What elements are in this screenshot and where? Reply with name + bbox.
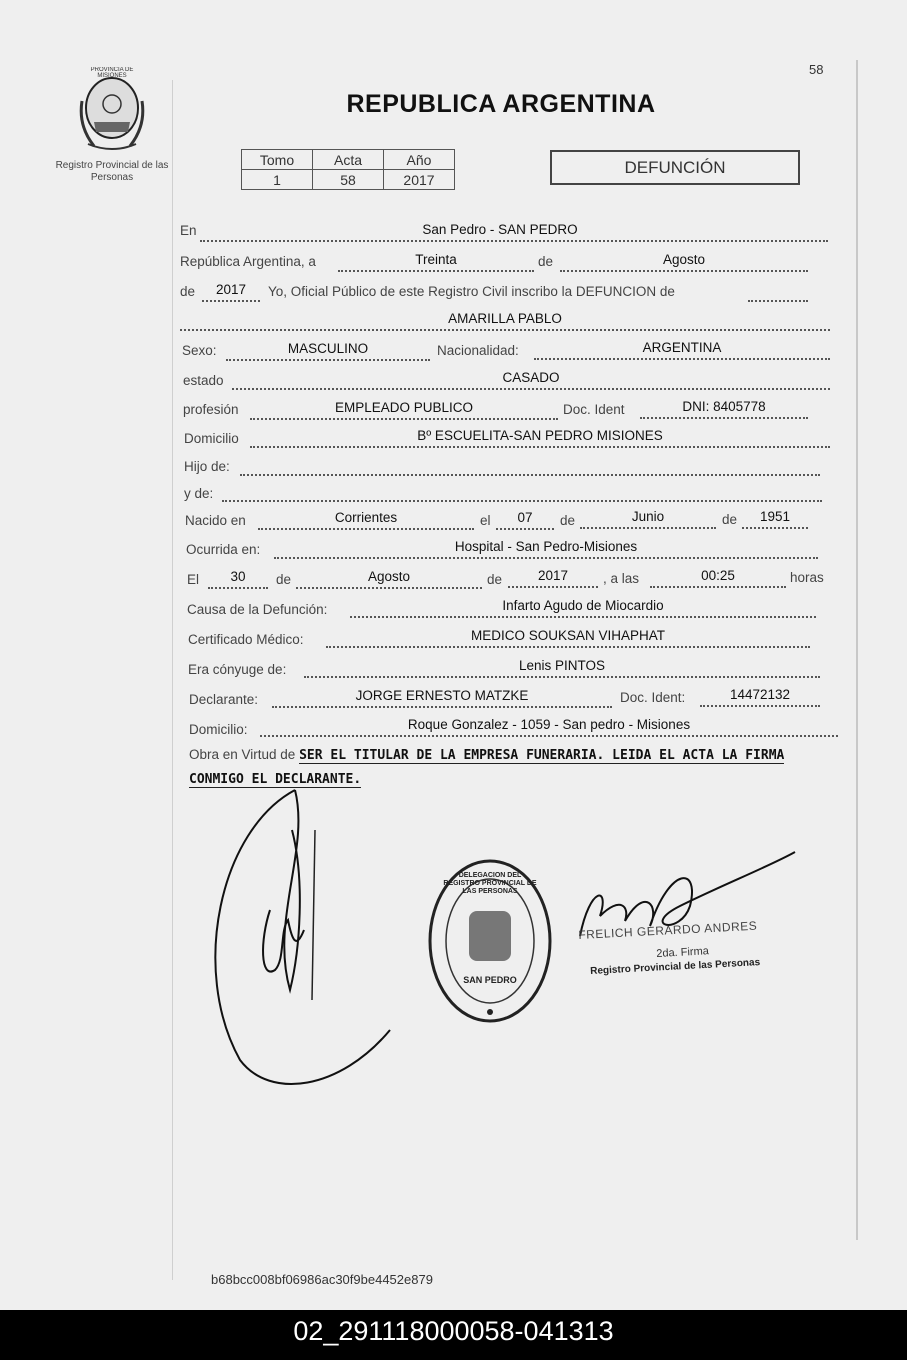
domicilio2-label: Domicilio: [189, 722, 248, 737]
de3-label: de [560, 513, 576, 528]
anio-header: Año [384, 150, 455, 170]
causa-label: Causa de la Defunción: [187, 602, 328, 617]
birthplace-value: Corrientes [334, 510, 398, 525]
dotted-line [232, 388, 830, 390]
record-type-box: DEFUNCIÓN [550, 150, 800, 185]
signer-org: Registro Provincial de las Personas [590, 957, 761, 977]
dotted-line [350, 616, 816, 618]
certificado-label: Certificado Médico: [188, 632, 304, 647]
dotted-line [304, 676, 820, 678]
stamp-text: DELEGACION DEL REGISTRO PROVINCIAL DE LAS PERSONAS [443, 872, 537, 895]
obra-value: SER EL TITULAR DE LA EMPRESA FUNERARIA. LEIDA EL ACTA LA FIRMA CONMIGO EL DECLARANTE. [189, 748, 785, 787]
place-value: San Pedro - SAN PEDRO [422, 222, 578, 237]
dotted-line [748, 300, 808, 302]
dotted-line [560, 270, 808, 272]
dotted-line [222, 500, 822, 502]
el2-label: El [187, 572, 200, 587]
acta-header: Acta [313, 150, 384, 170]
registry-label: Registro Provincial de las Personas [55, 160, 169, 183]
estado-value: CASADO [502, 370, 560, 385]
dotted-line [202, 300, 260, 302]
republica-label: República Argentina, a [180, 254, 316, 269]
yo-text: Yo, Oficial Público de este Registro Civil inscribo la DEFUNCION de [268, 284, 675, 299]
ocurrida-label: Ocurrida en: [186, 542, 261, 557]
deceased-name-value: AMARILLA PABLO [448, 311, 562, 326]
doc2-value: 14472132 [729, 687, 791, 702]
certificado-value: MEDICO SOUKSAN VIHAPHAT [470, 628, 666, 643]
nacionalidad-value: ARGENTINA [642, 340, 722, 355]
margin-line [172, 80, 173, 1280]
death-day-value: 30 [230, 569, 246, 584]
tomo-header: Tomo [242, 150, 313, 170]
de4-label: de [722, 512, 738, 527]
dotted-line [226, 359, 430, 361]
horas-label: horas [790, 570, 824, 585]
signer-role: 2da. Firma [656, 945, 710, 960]
ocurrida-value: Hospital - San Pedro-Misiones [454, 539, 638, 554]
dotted-line [640, 417, 808, 419]
en-label: En [180, 223, 197, 238]
death-year-value: 2017 [537, 568, 569, 583]
domicilio-value: Bº ESCUELITA-SAN PEDRO MISIONES [417, 428, 663, 443]
declarant-signature-icon [200, 770, 440, 1100]
de2-label: de [180, 284, 196, 299]
sexo-label: Sexo: [182, 343, 217, 358]
anio-value: 2017 [384, 170, 455, 190]
conyuge-label: Era cónyuge de: [188, 662, 287, 677]
doc2-label: Doc. Ident: [620, 690, 686, 705]
dotted-line [326, 646, 810, 648]
domicilio-label: Domicilio [184, 431, 239, 446]
dotted-line [742, 527, 808, 529]
dotted-line [580, 527, 716, 529]
dotted-line [534, 358, 830, 360]
right-edge-line [856, 60, 858, 1240]
de-label: de [538, 254, 554, 269]
dotted-line [700, 705, 820, 707]
document-hash: b68bcc008bf06986ac30f9be4452e879 [211, 1272, 433, 1287]
birth-year-value: 1951 [759, 509, 791, 524]
day-word-value: Treinta [415, 252, 457, 267]
obra-label: Obra en Virtud de [189, 747, 296, 762]
dotted-line [180, 329, 830, 331]
declarante-label: Declarante: [189, 692, 259, 707]
nacionalidad-label: Nacionalidad: [437, 343, 519, 358]
dotted-line [258, 528, 474, 530]
dotted-line [272, 706, 612, 708]
dotted-line [208, 587, 268, 589]
doc-label: Doc. Ident [563, 402, 625, 417]
tomo-value: 1 [242, 170, 313, 190]
dotted-line [274, 557, 818, 559]
crest-text: PROVINCIA DE MISIONES [90, 67, 134, 79]
signer-name: FRELICH GERARDO ANDRES [578, 918, 758, 942]
de5-label: de [276, 572, 292, 587]
de6-label: de [487, 572, 503, 587]
domicilio2-value: Roque Gonzalez - 1059 - San pedro - Misiones [407, 717, 691, 732]
footer-code: 02_291118000058-041313 [0, 1310, 907, 1360]
dotted-line [496, 528, 554, 530]
conyuge-value: Lenis PINTOS [518, 658, 606, 673]
death-month-value: Agosto [367, 569, 411, 584]
year-value: 2017 [215, 282, 247, 297]
dotted-line [650, 586, 786, 588]
acta-value: 58 [313, 170, 384, 190]
page-title: REPUBLICA ARGENTINA [346, 90, 656, 118]
dotted-line [338, 270, 534, 272]
nacido-label: Nacido en [185, 513, 246, 528]
dotted-line [508, 586, 598, 588]
death-time-value: 00:25 [701, 568, 735, 583]
dotted-line [200, 240, 828, 242]
causa-value: Infarto Agudo de Miocardio [502, 598, 664, 613]
el-label: el [480, 513, 491, 528]
doc-value: DNI: 8405778 [682, 399, 766, 414]
birth-day-value: 07 [517, 510, 533, 525]
declarante-value: JORGE ERNESTO MATZKE [355, 688, 529, 703]
stamp-city: SAN PEDRO [463, 975, 517, 985]
estado-label: estado [183, 373, 224, 388]
page-number: 58 [809, 62, 824, 77]
yde-label: y de: [184, 486, 214, 501]
dotted-line [250, 418, 558, 420]
dotted-line [250, 446, 830, 448]
sexo-value: MASCULINO [287, 341, 369, 356]
hijo-label: Hijo de: [184, 459, 230, 474]
profesion-value: EMPLEADO PUBLICO [334, 400, 474, 415]
dotted-line [240, 474, 820, 476]
month-value: Agosto [662, 252, 706, 267]
birth-month-value: Junio [631, 509, 665, 524]
dotted-line [296, 587, 482, 589]
dotted-line [260, 735, 838, 737]
record-table [241, 149, 455, 190]
profesion-label: profesión [183, 402, 239, 417]
alas-label: , a las [603, 571, 640, 586]
